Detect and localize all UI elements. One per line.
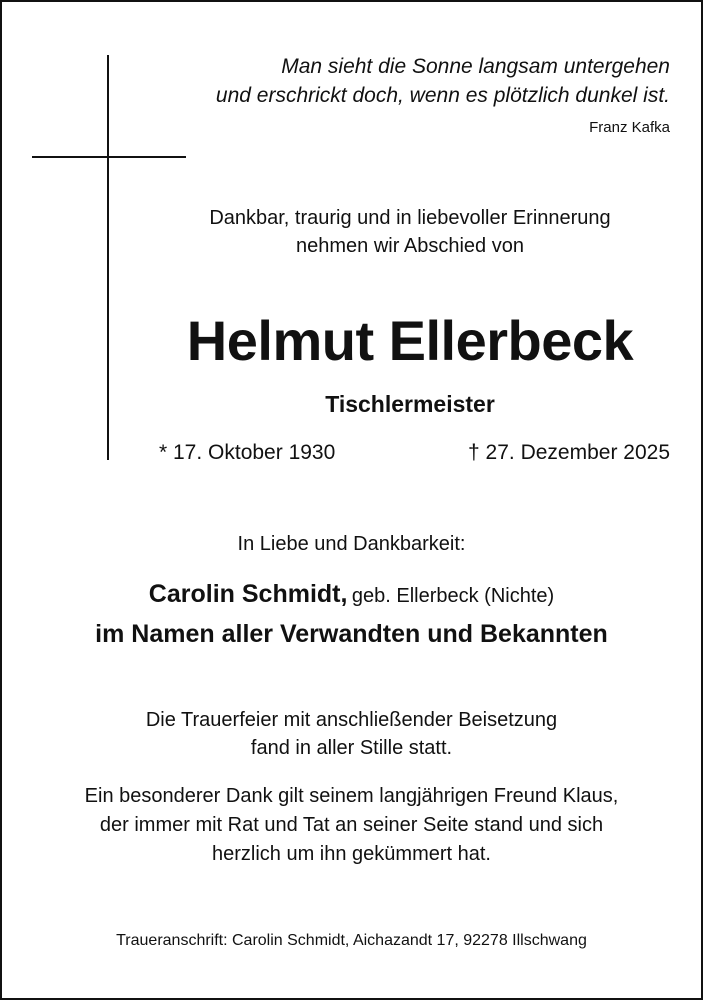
intro-line-2: nehmen wir Abschied von [296,235,524,257]
intro-line-1: Dankbar, traurig und in liebevoller Erinnerung [209,207,611,229]
primary-mourner-line [2,576,701,616]
ceremony-note [2,706,701,762]
birth-date: * 17. Oktober 1930 [159,441,336,464]
primary-mourner-name: Carolin Schmidt, [148,580,348,608]
cross-icon-vertical-bar [107,55,109,460]
mourners-block [2,576,701,652]
thanks-line-2: der immer mit Rat und Tat an seiner Seite stand und sich [99,814,604,836]
kafka-quote [110,52,670,110]
special-thanks [2,782,701,869]
ceremony-line-1: Die Trauerfeier mit anschließender Beisetzung [145,709,558,731]
deceased-profession: Tischlermeister [325,391,495,417]
ceremony-line-2: fand in aller Stille statt. [250,737,453,759]
death-date: † 27. Dezember 2025 [468,441,670,464]
mourner-group: im Namen aller Verwandten und Bekannten [95,620,608,648]
gratitude-line: In Liebe und Dankbarkeit: [237,533,466,555]
mourning-address: Traueranschrift: Carolin Schmidt, Aichazandt 17, 92278 Illschwang [116,932,587,949]
thanks-line-1: Ein besonderer Dank gilt seinem langjährigen Freund Klaus, [84,785,619,807]
quote-line-1: Man sieht die Sonne langsam untergehen [281,55,670,78]
deceased-name: Helmut Ellerbeck [186,309,634,372]
thanks-line-3: herzlich um ihn gekümmert hat. [211,843,491,865]
farewell-intro [142,204,678,260]
quote-line-2: und erschrickt doch, wenn es plötzlich dunkel ist. [215,84,670,107]
quote-author: Franz Kafka [589,119,670,136]
cross-icon-horizontal-bar [32,156,186,158]
primary-mourner-detail: geb. Ellerbeck (Nichte) [351,585,555,607]
